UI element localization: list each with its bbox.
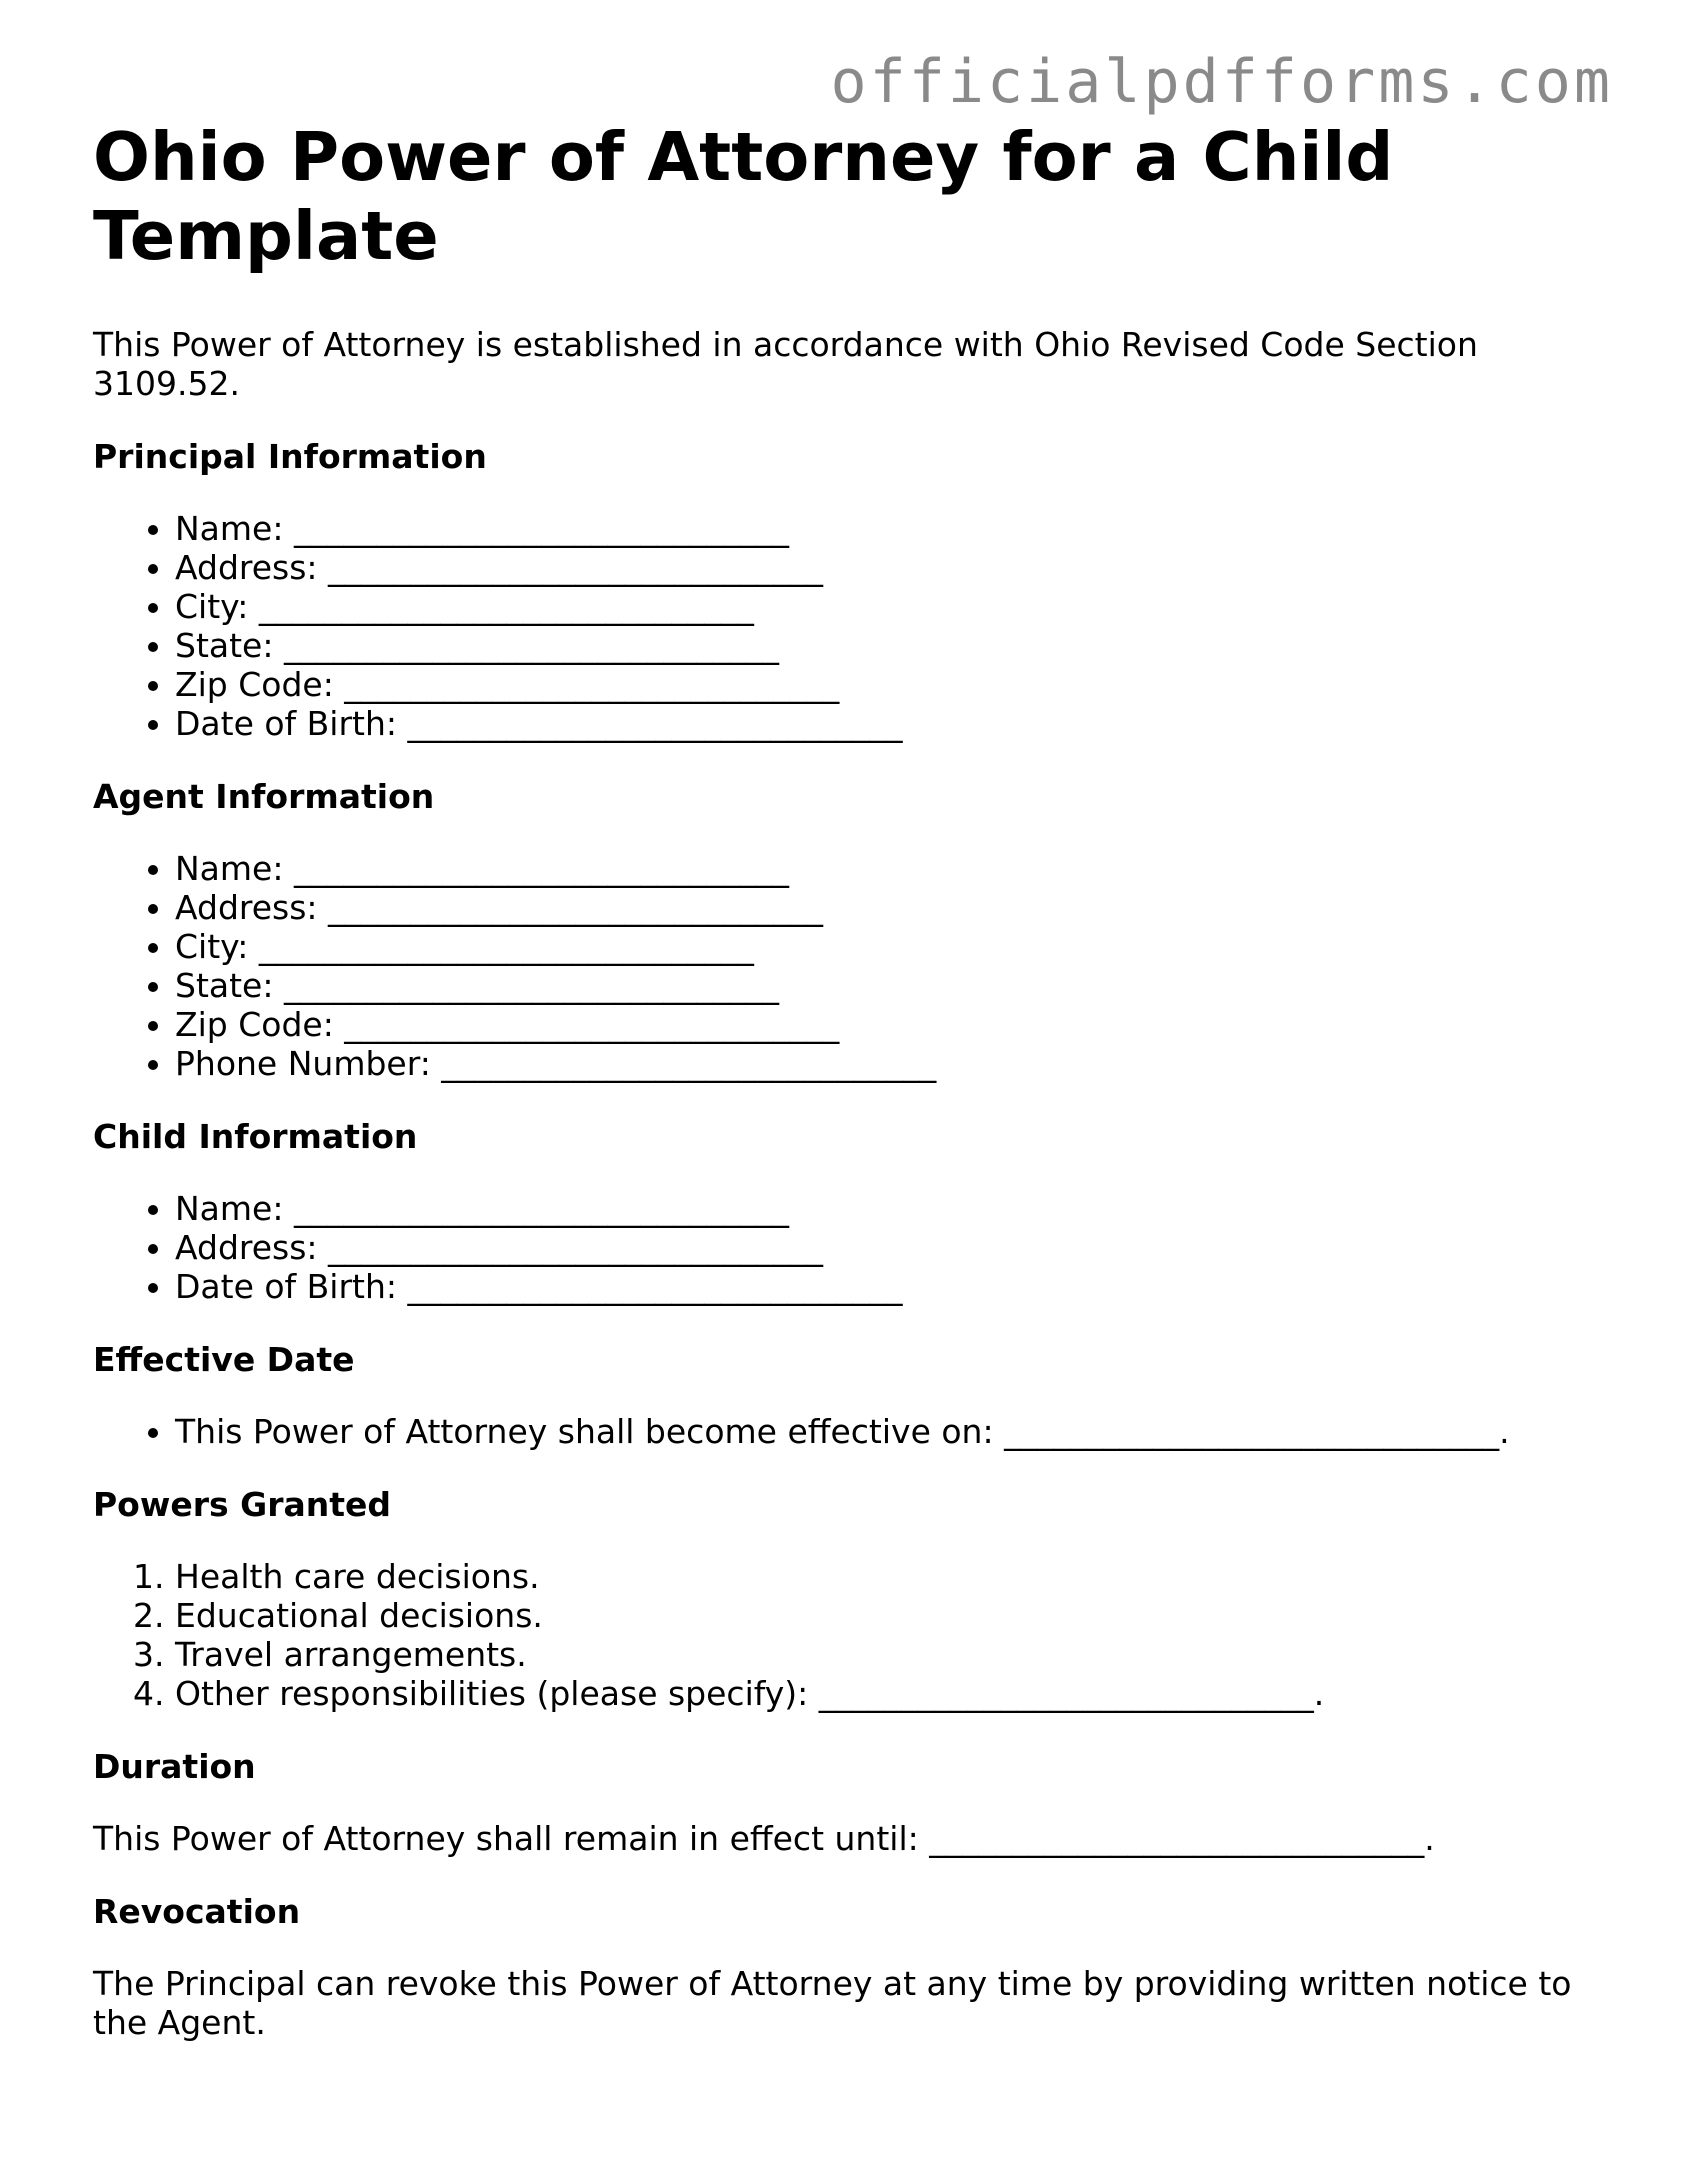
revocation-paragraph: The Principal can revoke this Power of Attorney at any time by providing written notice to the Agent. — [93, 1964, 1572, 2042]
power-travel: 3. Travel arrangements. — [175, 1635, 1593, 1674]
revocation-heading: Revocation — [93, 1892, 301, 1931]
agent-city-field[interactable]: • City: ______________________________ — [175, 927, 1593, 966]
duration-field[interactable]: This Power of Attorney shall remain in effect until: ______________________________. — [93, 1819, 1435, 1858]
child-name-field[interactable]: • Name: ______________________________ — [175, 1189, 1593, 1228]
document-title: Ohio Power of Attorney for a Child Template — [93, 118, 1394, 275]
effective-date-field[interactable]: • This Power of Attorney shall become effective on: ______________________________. — [175, 1412, 1593, 1451]
agent-state-field[interactable]: • State: ______________________________ — [175, 966, 1593, 1005]
child-heading: Child Information — [93, 1117, 418, 1156]
principal-list — [93, 509, 1593, 743]
child-address-field[interactable]: • Address: ______________________________ — [175, 1228, 1593, 1267]
child-list — [93, 1189, 1593, 1306]
agent-address-field[interactable]: • Address: ______________________________ — [175, 888, 1593, 927]
duration-heading: Duration — [93, 1747, 256, 1786]
power-health-care: 1. Health care decisions. — [175, 1557, 1593, 1596]
principal-state-field[interactable]: • State: ______________________________ — [175, 626, 1593, 665]
principal-address-field[interactable]: • Address: ______________________________ — [175, 548, 1593, 587]
agent-name-field[interactable]: • Name: ______________________________ — [175, 849, 1593, 888]
effective-date-list — [93, 1412, 1593, 1451]
principal-dob-field[interactable]: • Date of Birth: ______________________________ — [175, 704, 1593, 743]
power-other-field[interactable]: 4. Other responsibilities (please specify): ______________________________. — [175, 1674, 1593, 1713]
principal-heading: Principal Information — [93, 437, 487, 476]
document-page — [93, 118, 1593, 2042]
agent-list — [93, 849, 1593, 1083]
watermark-text: officialpdfforms.com — [830, 47, 1613, 117]
agent-phone-field[interactable]: • Phone Number: ______________________________ — [175, 1044, 1593, 1083]
principal-city-field[interactable]: • City: ______________________________ — [175, 587, 1593, 626]
agent-heading: Agent Information — [93, 777, 435, 816]
powers-list — [93, 1557, 1593, 1713]
powers-heading: Powers Granted — [93, 1485, 392, 1524]
principal-zip-field[interactable]: • Zip Code: ______________________________ — [175, 665, 1593, 704]
effective-date-heading: Effective Date — [93, 1340, 355, 1379]
intro-paragraph: This Power of Attorney is established in accordance with Ohio Revised Code Section 3109.52. — [93, 325, 1478, 403]
principal-name-field[interactable]: • Name: ______________________________ — [175, 509, 1593, 548]
power-educational: 2. Educational decisions. — [175, 1596, 1593, 1635]
child-dob-field[interactable]: • Date of Birth: ______________________________ — [175, 1267, 1593, 1306]
agent-zip-field[interactable]: • Zip Code: ______________________________ — [175, 1005, 1593, 1044]
